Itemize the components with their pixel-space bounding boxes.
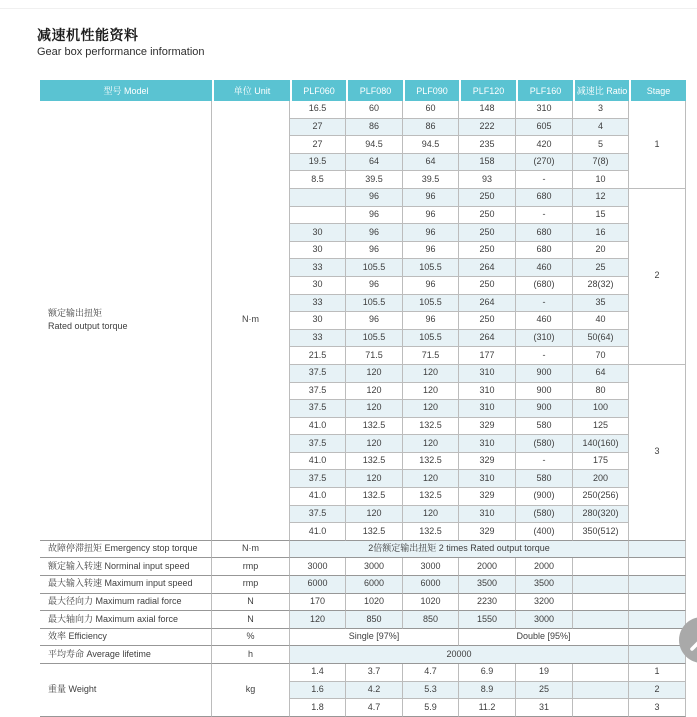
spec-cell: 1020 bbox=[346, 594, 403, 612]
torque-cell: 96 bbox=[403, 207, 459, 225]
column-header: PLF120 bbox=[459, 80, 516, 101]
torque-cell: 96 bbox=[346, 224, 403, 242]
weight-cell: 3.7 bbox=[346, 664, 403, 682]
torque-cell: 177 bbox=[459, 347, 516, 365]
torque-cell: 70 bbox=[573, 347, 629, 365]
torque-cell: (580) bbox=[516, 506, 573, 524]
torque-cell: - bbox=[516, 453, 573, 471]
torque-cell: 15 bbox=[573, 207, 629, 225]
row-label: 故障停滞扭矩 Emergency stop torque bbox=[40, 541, 212, 559]
torque-cell: 86 bbox=[403, 119, 459, 137]
spec-cell: 6000 bbox=[346, 576, 403, 594]
spec-cell: 3000 bbox=[346, 558, 403, 576]
torque-cell: 96 bbox=[403, 312, 459, 330]
unit-cell: h bbox=[212, 646, 290, 664]
torque-cell: 310 bbox=[459, 506, 516, 524]
unit-cell: N bbox=[212, 611, 290, 629]
torque-cell: 250 bbox=[459, 189, 516, 207]
torque-cell: 900 bbox=[516, 400, 573, 418]
torque-cell: 94.5 bbox=[403, 136, 459, 154]
torque-cell: 132.5 bbox=[403, 488, 459, 506]
ratio-cell bbox=[573, 682, 629, 700]
torque-cell: 250(256) bbox=[573, 488, 629, 506]
ratio-cell bbox=[573, 558, 629, 576]
torque-cell: 350(512) bbox=[573, 523, 629, 541]
scroll-top-button[interactable] bbox=[679, 617, 697, 663]
torque-cell: 96 bbox=[346, 207, 403, 225]
torque-cell: 140(160) bbox=[573, 435, 629, 453]
torque-cell: 100 bbox=[573, 400, 629, 418]
torque-cell: 222 bbox=[459, 119, 516, 137]
torque-cell: 120 bbox=[403, 506, 459, 524]
torque-cell: 30 bbox=[290, 242, 346, 260]
rated-output-torque-label bbox=[40, 101, 212, 541]
column-header: PLF060 bbox=[290, 80, 346, 101]
torque-cell: 329 bbox=[459, 418, 516, 436]
row-label: 最大轴向力 Maximum axial force bbox=[40, 611, 212, 629]
column-header: 减速比 Ratio bbox=[573, 80, 629, 101]
torque-cell: (400) bbox=[516, 523, 573, 541]
torque-cell: 60 bbox=[346, 101, 403, 119]
torque-cell: - bbox=[516, 207, 573, 225]
stage-cell: 2 bbox=[629, 682, 686, 700]
torque-cell: 30 bbox=[290, 312, 346, 330]
merged-value-cell: Double [95%] bbox=[459, 629, 629, 647]
torque-cell: 329 bbox=[459, 453, 516, 471]
torque-cell: 12 bbox=[573, 189, 629, 207]
torque-cell: 132.5 bbox=[346, 488, 403, 506]
torque-cell: 64 bbox=[573, 365, 629, 383]
torque-cell: 132.5 bbox=[346, 453, 403, 471]
torque-cell: 71.5 bbox=[346, 347, 403, 365]
torque-cell: 105.5 bbox=[346, 330, 403, 348]
torque-cell: 460 bbox=[516, 259, 573, 277]
torque-cell: 310 bbox=[459, 435, 516, 453]
column-header: 单位 Unit bbox=[212, 80, 290, 101]
torque-cell: 120 bbox=[346, 470, 403, 488]
torque-cell: 96 bbox=[403, 189, 459, 207]
unit-cell: N bbox=[212, 594, 290, 612]
stage-cell: 1 bbox=[629, 101, 686, 189]
torque-cell: 3 bbox=[573, 101, 629, 119]
torque-cell: 310 bbox=[459, 400, 516, 418]
torque-cell: 37.5 bbox=[290, 400, 346, 418]
torque-cell: 94.5 bbox=[346, 136, 403, 154]
torque-cell: 71.5 bbox=[403, 347, 459, 365]
torque-cell: 5 bbox=[573, 136, 629, 154]
torque-cell: (310) bbox=[516, 330, 573, 348]
torque-cell: 680 bbox=[516, 224, 573, 242]
row-label: 额定输入转速 Norminal input speed bbox=[40, 558, 212, 576]
merged-value-cell: 2倍额定输出扭矩 2 times Rated output torque bbox=[290, 541, 629, 559]
torque-cell: 310 bbox=[516, 101, 573, 119]
torque-cell: 132.5 bbox=[346, 523, 403, 541]
torque-cell: 329 bbox=[459, 488, 516, 506]
torque-cell: 125 bbox=[573, 418, 629, 436]
torque-cell: 310 bbox=[459, 470, 516, 488]
unit-cell: % bbox=[212, 629, 290, 647]
merged-value-cell: 20000 bbox=[290, 646, 629, 664]
ratio-cell bbox=[573, 594, 629, 612]
torque-cell: 132.5 bbox=[403, 418, 459, 436]
performance-table bbox=[40, 80, 686, 717]
torque-cell: 96 bbox=[346, 312, 403, 330]
stage-cell bbox=[629, 594, 686, 612]
spec-cell: 3000 bbox=[516, 611, 573, 629]
torque-cell: 420 bbox=[516, 136, 573, 154]
torque-cell: 8.5 bbox=[290, 171, 346, 189]
unit-cell: rmp bbox=[212, 558, 290, 576]
weight-cell: 5.9 bbox=[403, 699, 459, 717]
torque-cell: 250 bbox=[459, 207, 516, 225]
stage-cell bbox=[629, 576, 686, 594]
unit-cell: N·m bbox=[212, 541, 290, 559]
stage-cell bbox=[629, 541, 686, 559]
torque-cell: 605 bbox=[516, 119, 573, 137]
torque-cell: 37.5 bbox=[290, 506, 346, 524]
ratio-cell bbox=[573, 611, 629, 629]
unit-cell: kg bbox=[212, 664, 290, 717]
torque-cell: 41.0 bbox=[290, 418, 346, 436]
torque-cell: 105.5 bbox=[346, 259, 403, 277]
torque-cell: 680 bbox=[516, 242, 573, 260]
torque-cell: 96 bbox=[346, 189, 403, 207]
torque-cell: 80 bbox=[573, 383, 629, 401]
torque-cell: 96 bbox=[403, 224, 459, 242]
torque-cell: 37.5 bbox=[290, 383, 346, 401]
row-label: 最大输入转速 Maximum input speed bbox=[40, 576, 212, 594]
stage-cell: 1 bbox=[629, 664, 686, 682]
torque-cell: 4 bbox=[573, 119, 629, 137]
torque-cell: 900 bbox=[516, 383, 573, 401]
torque-cell: 120 bbox=[403, 400, 459, 418]
torque-cell: 40 bbox=[573, 312, 629, 330]
torque-cell: 19.5 bbox=[290, 154, 346, 172]
torque-cell: 105.5 bbox=[346, 295, 403, 313]
torque-cell: 310 bbox=[459, 365, 516, 383]
unit-cell: N·m bbox=[212, 101, 290, 541]
stage-cell bbox=[629, 611, 686, 629]
page-subtitle: Gear box performance information bbox=[37, 46, 205, 58]
unit-cell: rmp bbox=[212, 576, 290, 594]
torque-cell: 120 bbox=[346, 506, 403, 524]
spec-cell: 2000 bbox=[459, 558, 516, 576]
weight-cell: 1.6 bbox=[290, 682, 346, 700]
torque-cell: 41.0 bbox=[290, 488, 346, 506]
torque-cell: 41.0 bbox=[290, 453, 346, 471]
torque-cell: 132.5 bbox=[403, 453, 459, 471]
torque-cell: 21.5 bbox=[290, 347, 346, 365]
row-label: 重量 Weight bbox=[40, 664, 212, 717]
torque-cell bbox=[290, 207, 346, 225]
torque-cell: 35 bbox=[573, 295, 629, 313]
torque-cell: 250 bbox=[459, 224, 516, 242]
torque-cell: 264 bbox=[459, 259, 516, 277]
spec-cell: 850 bbox=[403, 611, 459, 629]
column-header: PLF160 bbox=[516, 80, 573, 101]
torque-cell: (900) bbox=[516, 488, 573, 506]
stage-cell: 3 bbox=[629, 699, 686, 717]
torque-cell: 132.5 bbox=[403, 523, 459, 541]
torque-cell: 264 bbox=[459, 295, 516, 313]
torque-cell: 28(32) bbox=[573, 277, 629, 295]
weight-cell: 19 bbox=[516, 664, 573, 682]
torque-cell: 10 bbox=[573, 171, 629, 189]
spec-cell: 3000 bbox=[290, 558, 346, 576]
torque-cell: 39.5 bbox=[403, 171, 459, 189]
weight-cell: 1.8 bbox=[290, 699, 346, 717]
torque-cell: 680 bbox=[516, 189, 573, 207]
page-title: 减速机性能资料 bbox=[37, 27, 139, 43]
torque-cell: 96 bbox=[403, 277, 459, 295]
torque-cell: 27 bbox=[290, 119, 346, 137]
spec-cell: 850 bbox=[346, 611, 403, 629]
torque-label-en: Rated output torque bbox=[48, 321, 128, 332]
stage-cell: 2 bbox=[629, 189, 686, 365]
torque-cell: 280(320) bbox=[573, 506, 629, 524]
torque-cell: 120 bbox=[403, 383, 459, 401]
table-header bbox=[40, 80, 686, 101]
torque-cell: - bbox=[516, 171, 573, 189]
torque-cell: 93 bbox=[459, 171, 516, 189]
torque-cell: 33 bbox=[290, 330, 346, 348]
torque-cell: 41.0 bbox=[290, 523, 346, 541]
row-label: 效率 Efficiency bbox=[40, 629, 212, 647]
torque-cell: 158 bbox=[459, 154, 516, 172]
torque-cell: - bbox=[516, 295, 573, 313]
torque-cell: 64 bbox=[403, 154, 459, 172]
torque-cell: 120 bbox=[346, 365, 403, 383]
torque-cell: 460 bbox=[516, 312, 573, 330]
stage-cell bbox=[629, 629, 686, 647]
row-label: 平均寿命 Average lifetime bbox=[40, 646, 212, 664]
torque-cell: 96 bbox=[403, 242, 459, 260]
torque-cell: 175 bbox=[573, 453, 629, 471]
torque-cell: 105.5 bbox=[403, 259, 459, 277]
torque-cell: 37.5 bbox=[290, 470, 346, 488]
ratio-cell bbox=[573, 576, 629, 594]
spec-cell: 6000 bbox=[403, 576, 459, 594]
torque-cell: 30 bbox=[290, 277, 346, 295]
torque-cell: 580 bbox=[516, 470, 573, 488]
weight-cell: 1.4 bbox=[290, 664, 346, 682]
merged-value-cell: Single [97%] bbox=[290, 629, 459, 647]
torque-cell: 105.5 bbox=[403, 295, 459, 313]
arrow-up-icon bbox=[679, 617, 697, 663]
torque-cell: 30 bbox=[290, 224, 346, 242]
weight-cell: 8.9 bbox=[459, 682, 516, 700]
ratio-cell bbox=[573, 664, 629, 682]
torque-cell: 86 bbox=[346, 119, 403, 137]
stage-cell bbox=[629, 558, 686, 576]
weight-cell: 4.2 bbox=[346, 682, 403, 700]
torque-cell: 132.5 bbox=[346, 418, 403, 436]
torque-cell: 120 bbox=[346, 383, 403, 401]
torque-cell: 37.5 bbox=[290, 365, 346, 383]
torque-cell: 50(64) bbox=[573, 330, 629, 348]
torque-cell: 580 bbox=[516, 418, 573, 436]
torque-cell: 33 bbox=[290, 295, 346, 313]
spec-cell: 2000 bbox=[516, 558, 573, 576]
spec-cell: 2230 bbox=[459, 594, 516, 612]
torque-cell: 250 bbox=[459, 277, 516, 295]
torque-cell: (270) bbox=[516, 154, 573, 172]
performance-table-container bbox=[40, 80, 686, 717]
weight-cell: 31 bbox=[516, 699, 573, 717]
torque-cell: 39.5 bbox=[346, 171, 403, 189]
stage-cell: 3 bbox=[629, 365, 686, 541]
torque-label-zh: 额定输出扭矩 bbox=[48, 308, 103, 319]
torque-cell bbox=[290, 189, 346, 207]
torque-cell: 250 bbox=[459, 312, 516, 330]
torque-cell: 37.5 bbox=[290, 435, 346, 453]
torque-cell: 250 bbox=[459, 242, 516, 260]
torque-cell: 7(8) bbox=[573, 154, 629, 172]
spec-cell: 120 bbox=[290, 611, 346, 629]
column-header: PLF090 bbox=[403, 80, 459, 101]
spec-cell: 3500 bbox=[459, 576, 516, 594]
torque-cell: 120 bbox=[346, 400, 403, 418]
spec-cell: 6000 bbox=[290, 576, 346, 594]
torque-cell: 96 bbox=[346, 242, 403, 260]
torque-cell: - bbox=[516, 347, 573, 365]
torque-cell: 235 bbox=[459, 136, 516, 154]
torque-cell: 96 bbox=[346, 277, 403, 295]
weight-cell: 25 bbox=[516, 682, 573, 700]
torque-cell: 60 bbox=[403, 101, 459, 119]
column-header: PLF080 bbox=[346, 80, 403, 101]
weight-cell: 4.7 bbox=[403, 664, 459, 682]
spec-cell: 3200 bbox=[516, 594, 573, 612]
weight-cell: 4.7 bbox=[346, 699, 403, 717]
torque-cell: 120 bbox=[403, 470, 459, 488]
torque-cell: (580) bbox=[516, 435, 573, 453]
torque-cell: 264 bbox=[459, 330, 516, 348]
torque-cell: 16 bbox=[573, 224, 629, 242]
torque-cell: 25 bbox=[573, 259, 629, 277]
torque-cell: 148 bbox=[459, 101, 516, 119]
row-label: 最大径向力 Maximum radial force bbox=[40, 594, 212, 612]
weight-cell: 6.9 bbox=[459, 664, 516, 682]
page-top-divider bbox=[0, 8, 697, 9]
torque-cell: 16.5 bbox=[290, 101, 346, 119]
spec-cell: 3500 bbox=[516, 576, 573, 594]
torque-cell: 200 bbox=[573, 470, 629, 488]
torque-cell: 120 bbox=[346, 435, 403, 453]
torque-cell: 120 bbox=[403, 435, 459, 453]
spec-cell: 170 bbox=[290, 594, 346, 612]
torque-cell: 120 bbox=[403, 365, 459, 383]
torque-cell: 27 bbox=[290, 136, 346, 154]
column-header: Stage bbox=[629, 80, 686, 101]
torque-cell: 900 bbox=[516, 365, 573, 383]
torque-cell: 310 bbox=[459, 383, 516, 401]
spec-cell: 1550 bbox=[459, 611, 516, 629]
column-header: 型号 Model bbox=[40, 80, 212, 101]
spec-cell: 3000 bbox=[403, 558, 459, 576]
stage-cell bbox=[629, 646, 686, 664]
spec-cell: 1020 bbox=[403, 594, 459, 612]
torque-cell: (680) bbox=[516, 277, 573, 295]
torque-cell: 329 bbox=[459, 523, 516, 541]
torque-cell: 64 bbox=[346, 154, 403, 172]
table-body bbox=[40, 101, 686, 717]
torque-cell: 105.5 bbox=[403, 330, 459, 348]
torque-cell: 33 bbox=[290, 259, 346, 277]
weight-cell: 11.2 bbox=[459, 699, 516, 717]
weight-cell: 5.3 bbox=[403, 682, 459, 700]
torque-cell: 20 bbox=[573, 242, 629, 260]
